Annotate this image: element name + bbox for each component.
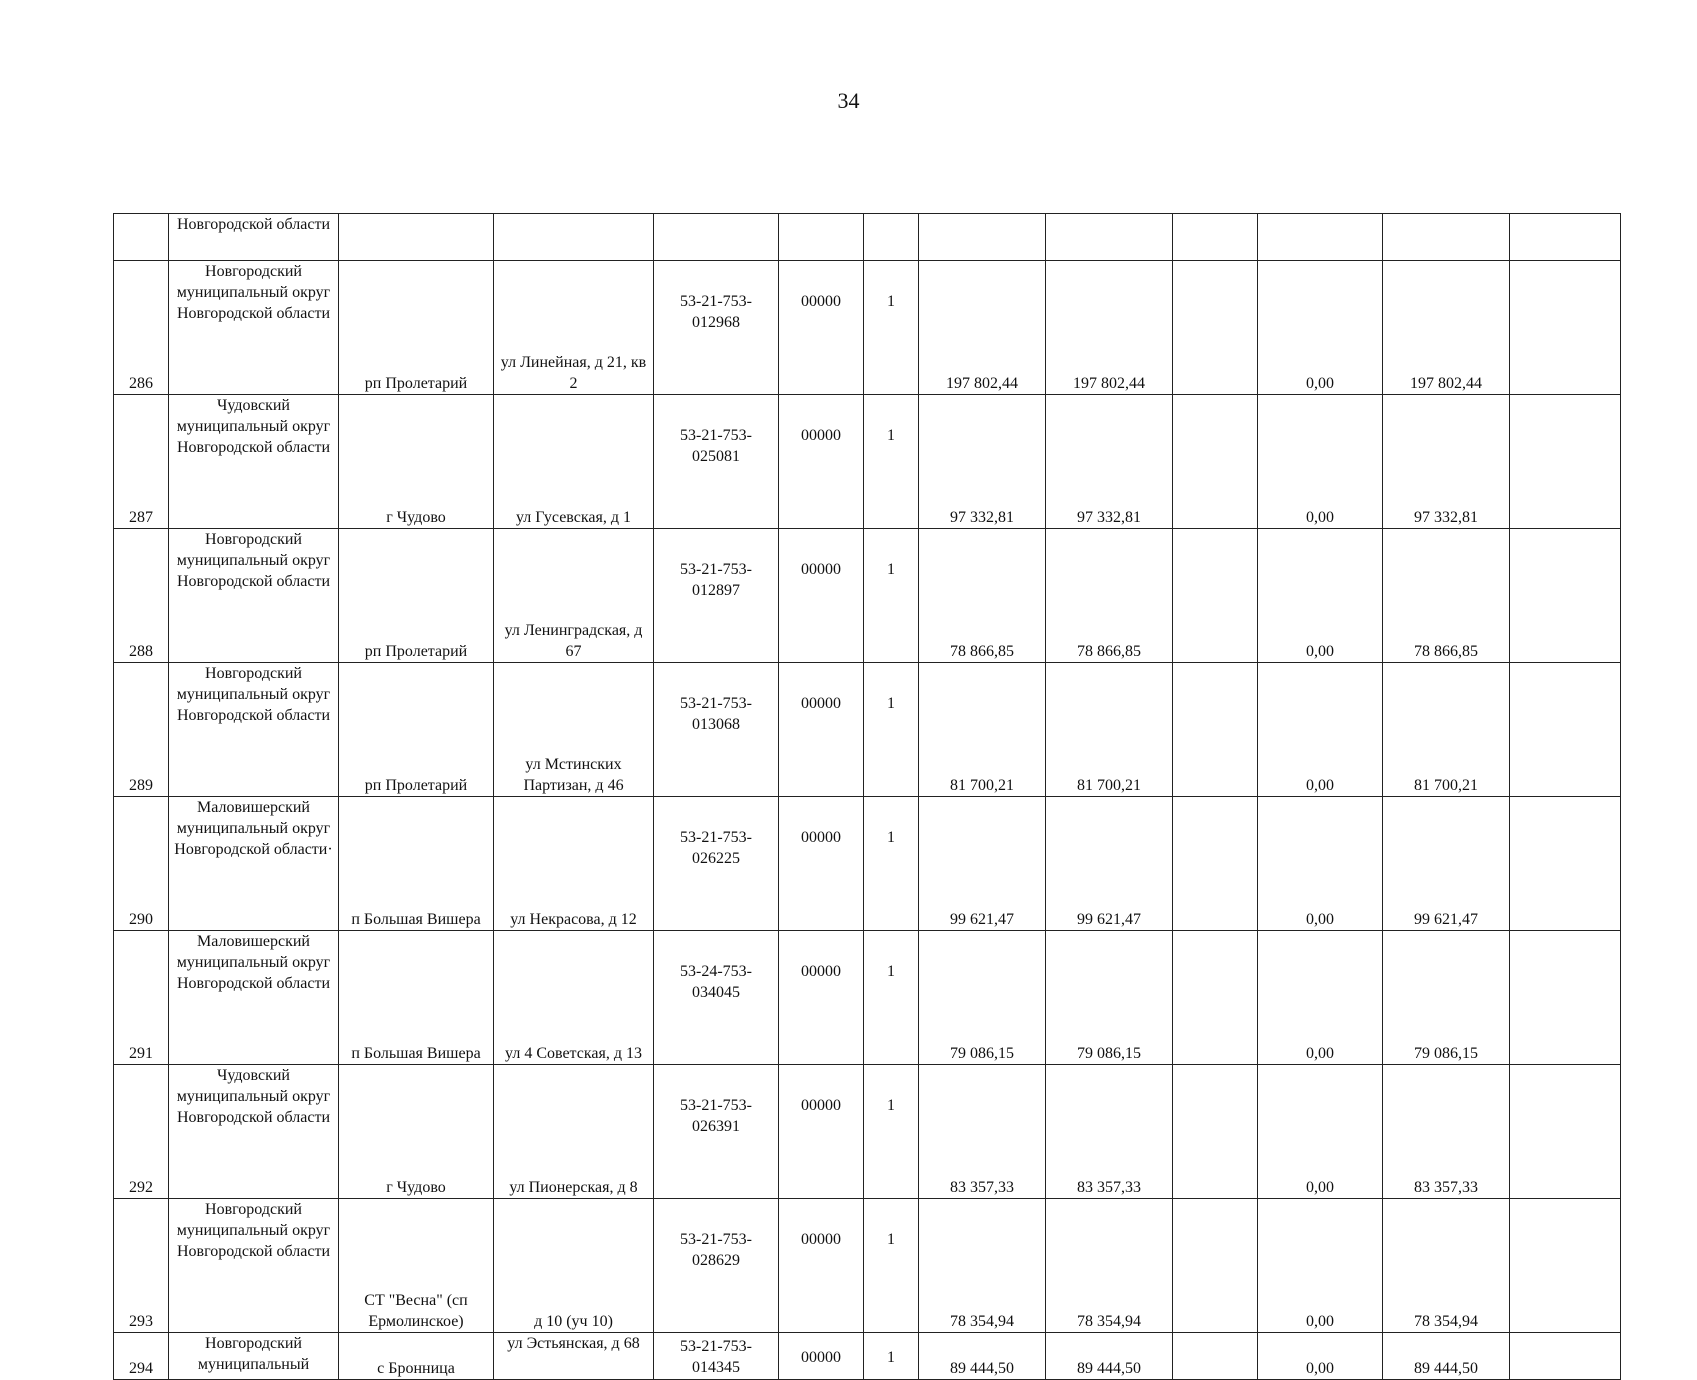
zero-amount-cell: 0,00 xyxy=(1258,1065,1383,1199)
code-cell: 53-21-753-028629 xyxy=(654,1199,779,1333)
cell-empty xyxy=(1510,1065,1621,1199)
sum-cell: 97 332,81 xyxy=(919,395,1046,529)
table-row xyxy=(114,931,1621,1065)
cell-empty xyxy=(1510,214,1621,261)
cell-empty xyxy=(1173,529,1258,663)
cell-empty xyxy=(1173,797,1258,931)
one-cell: 1 xyxy=(864,529,919,663)
sum-cell: 99 621,47 xyxy=(1046,797,1173,931)
row-number-cell: 291 xyxy=(114,931,169,1065)
code-cell: 53-24-753-034045 xyxy=(654,931,779,1065)
address-cell: ул Некрасова, д 12 xyxy=(494,797,654,931)
table-row xyxy=(114,663,1621,797)
sum-cell: 78 354,94 xyxy=(919,1199,1046,1333)
sum-cell: 78 866,85 xyxy=(919,529,1046,663)
cell-empty xyxy=(1173,261,1258,395)
cell-empty xyxy=(864,214,919,261)
zeros-cell: 00000 xyxy=(779,1065,864,1199)
table-row xyxy=(114,1199,1621,1333)
sum-cell: 83 357,33 xyxy=(1046,1065,1173,1199)
code-cell: 53-21-753-012897 xyxy=(654,529,779,663)
zeros-cell: 00000 xyxy=(779,663,864,797)
settlement-cell: г Чудово xyxy=(339,395,494,529)
zeros-cell: 00000 xyxy=(779,529,864,663)
sum-cell: 197 802,44 xyxy=(1383,261,1510,395)
zero-amount-cell: 0,00 xyxy=(1258,1199,1383,1333)
cell-empty xyxy=(1173,395,1258,529)
zero-amount-cell: 0,00 xyxy=(1258,1333,1383,1380)
continuation-row xyxy=(114,214,1621,261)
cell-empty xyxy=(1510,1333,1621,1380)
municipality-cell: Новгородский муниципальный округ Новгородской области xyxy=(169,663,339,797)
sum-cell: 78 866,85 xyxy=(1383,529,1510,663)
one-cell: 1 xyxy=(864,261,919,395)
municipality-cell: Новгородский муниципальный округ Новгородской области xyxy=(169,1199,339,1333)
sum-cell: 81 700,21 xyxy=(919,663,1046,797)
cell-empty xyxy=(654,214,779,261)
municipality-cell: Маловишерский муниципальный округ Новгородской области xyxy=(169,931,339,1065)
address-cell: ул Ленинградская, д 67 xyxy=(494,529,654,663)
sum-cell: 81 700,21 xyxy=(1046,663,1173,797)
municipality-cell: Чудовский муниципальный округ Новгородской области xyxy=(169,1065,339,1199)
address-cell: ул Пионерская, д 8 xyxy=(494,1065,654,1199)
table-row xyxy=(114,1333,1621,1380)
table-row xyxy=(114,797,1621,931)
code-cell: 53-21-753-014345 xyxy=(654,1333,779,1380)
table-row xyxy=(114,395,1621,529)
cell-empty xyxy=(1510,395,1621,529)
page-number: 34 xyxy=(837,88,860,113)
table-row xyxy=(114,261,1621,395)
sum-cell: 78 866,85 xyxy=(1046,529,1173,663)
settlement-cell: с Бронница xyxy=(339,1333,494,1380)
zero-amount-cell: 0,00 xyxy=(1258,529,1383,663)
zeros-cell: 00000 xyxy=(779,395,864,529)
code-cell: 53-21-753-026391 xyxy=(654,1065,779,1199)
cell-empty xyxy=(779,214,864,261)
sum-cell: 89 444,50 xyxy=(1383,1333,1510,1380)
zeros-cell: 00000 xyxy=(779,1199,864,1333)
sum-cell: 197 802,44 xyxy=(1046,261,1173,395)
row-number-cell: 288 xyxy=(114,529,169,663)
cell-empty xyxy=(1173,1199,1258,1333)
one-cell: 1 xyxy=(864,931,919,1065)
municipality-cell: Новгородской области xyxy=(169,214,339,261)
settlement-cell: г Чудово xyxy=(339,1065,494,1199)
sum-cell: 83 357,33 xyxy=(1383,1065,1510,1199)
address-cell: д 10 (уч 10) xyxy=(494,1199,654,1333)
municipality-cell: Новгородский муниципальный xyxy=(169,1333,339,1380)
row-number-cell: 286 xyxy=(114,261,169,395)
sum-cell: 79 086,15 xyxy=(919,931,1046,1065)
cell-empty xyxy=(1510,261,1621,395)
municipality-cell: Маловишерский муниципальный округ Новгородской области· xyxy=(169,797,339,931)
cell-empty xyxy=(1173,214,1258,261)
address-cell: ул Гусевская, д 1 xyxy=(494,395,654,529)
zero-amount-cell: 0,00 xyxy=(1258,395,1383,529)
zero-amount-cell: 0,00 xyxy=(1258,797,1383,931)
cell-empty xyxy=(1510,797,1621,931)
code-cell: 53-21-753-025081 xyxy=(654,395,779,529)
cell-empty xyxy=(1173,931,1258,1065)
cell-empty xyxy=(1173,1065,1258,1199)
sum-cell: 97 332,81 xyxy=(1383,395,1510,529)
table-row xyxy=(114,1065,1621,1199)
row-number-cell: 289 xyxy=(114,663,169,797)
table-row xyxy=(114,529,1621,663)
cell-empty xyxy=(1383,214,1510,261)
cell-empty xyxy=(114,214,169,261)
sum-cell: 99 621,47 xyxy=(1383,797,1510,931)
zero-amount-cell: 0,00 xyxy=(1258,931,1383,1065)
row-number-cell: 292 xyxy=(114,1065,169,1199)
sum-cell: 99 621,47 xyxy=(919,797,1046,931)
sum-cell: 197 802,44 xyxy=(919,261,1046,395)
address-cell: ул Мстинских Партизан, д 46 xyxy=(494,663,654,797)
sum-cell: 89 444,50 xyxy=(1046,1333,1173,1380)
settlement-cell: рп Пролетарий xyxy=(339,529,494,663)
sum-cell: 78 354,94 xyxy=(1383,1199,1510,1333)
sum-cell: 81 700,21 xyxy=(1383,663,1510,797)
zeros-cell: 00000 xyxy=(779,1333,864,1380)
register-table xyxy=(113,213,1621,1380)
one-cell: 1 xyxy=(864,797,919,931)
row-number-cell: 290 xyxy=(114,797,169,931)
one-cell: 1 xyxy=(864,1065,919,1199)
sum-cell: 97 332,81 xyxy=(1046,395,1173,529)
settlement-cell: рп Пролетарий xyxy=(339,663,494,797)
cell-empty xyxy=(919,214,1046,261)
zero-amount-cell: 0,00 xyxy=(1258,663,1383,797)
settlement-cell: рп Пролетарий xyxy=(339,261,494,395)
code-cell: 53-21-753-026225 xyxy=(654,797,779,931)
cell-empty xyxy=(1173,1333,1258,1380)
cell-empty xyxy=(339,214,494,261)
address-cell: ул Эстьянская, д 68 xyxy=(494,1333,654,1380)
code-cell: 53-21-753-013068 xyxy=(654,663,779,797)
code-cell: 53-21-753-012968 xyxy=(654,261,779,395)
cell-empty xyxy=(1258,214,1383,261)
sum-cell: 89 444,50 xyxy=(919,1333,1046,1380)
sum-cell: 83 357,33 xyxy=(919,1065,1046,1199)
cell-empty xyxy=(494,214,654,261)
zeros-cell: 00000 xyxy=(779,261,864,395)
zeros-cell: 00000 xyxy=(779,797,864,931)
zeros-cell: 00000 xyxy=(779,931,864,1065)
cell-empty xyxy=(1046,214,1173,261)
cell-empty xyxy=(1510,529,1621,663)
settlement-cell: п Большая Вишера xyxy=(339,797,494,931)
municipality-cell: Чудовский муниципальный округ Новгородской области xyxy=(169,395,339,529)
cell-empty xyxy=(1510,931,1621,1065)
municipality-cell: Новгородский муниципальный округ Новгородской области xyxy=(169,261,339,395)
address-cell: ул Линейная, д 21, кв 2 xyxy=(494,261,654,395)
one-cell: 1 xyxy=(864,1199,919,1333)
sum-cell: 78 354,94 xyxy=(1046,1199,1173,1333)
address-cell: ул 4 Советская, д 13 xyxy=(494,931,654,1065)
cell-empty xyxy=(1510,663,1621,797)
sum-cell: 79 086,15 xyxy=(1046,931,1173,1065)
settlement-cell: СТ "Весна" (сп Ермолинское) xyxy=(339,1199,494,1333)
zero-amount-cell: 0,00 xyxy=(1258,261,1383,395)
cell-empty xyxy=(1173,663,1258,797)
row-number-cell: 287 xyxy=(114,395,169,529)
cell-empty xyxy=(1510,1199,1621,1333)
one-cell: 1 xyxy=(864,395,919,529)
settlement-cell: п Большая Вишера xyxy=(339,931,494,1065)
sum-cell: 79 086,15 xyxy=(1383,931,1510,1065)
municipality-cell: Новгородский муниципальный округ Новгородской области xyxy=(169,529,339,663)
row-number-cell: 293 xyxy=(114,1199,169,1333)
one-cell: 1 xyxy=(864,1333,919,1380)
one-cell: 1 xyxy=(864,663,919,797)
row-number-cell: 294 xyxy=(114,1333,169,1380)
